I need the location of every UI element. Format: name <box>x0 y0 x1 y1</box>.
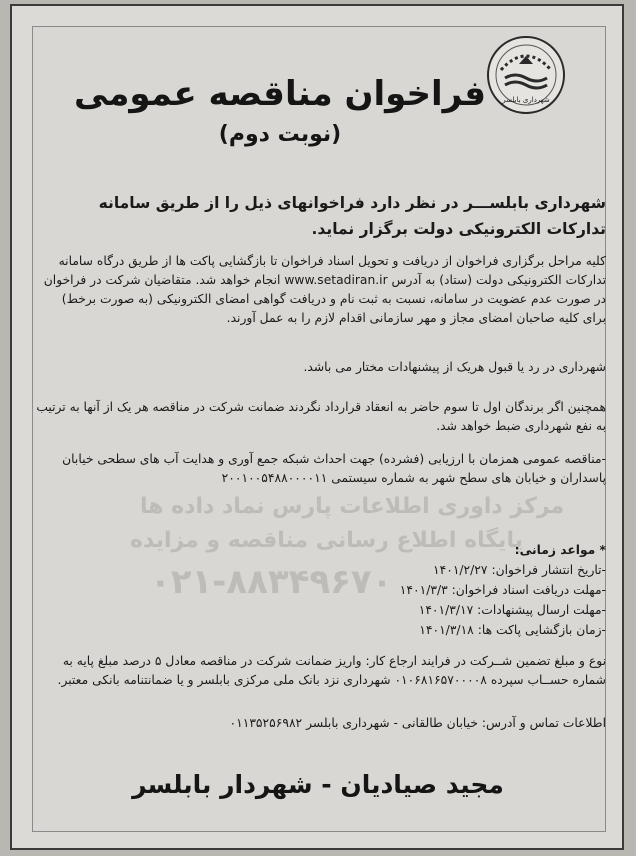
paragraph-tender-subject: -مناقصه عمومی همزمان با ارزیابی (فشرده) جهت احداث شبکه جمع آوری و هدایت آب های سطحی خیابان پاسداران و خیابان های سطح شهر به شماره سیستمی ۲۰۰۱۰۰۵۴۸۸۰۰۰۰۱۱ <box>62 452 606 485</box>
schedule-item: -تاریخ انتشار فراخوان: ۱۴۰۱/۲/۲۷ <box>433 563 606 577</box>
signature-line: مجید صیادیان - شهردار بابلسر <box>132 770 504 799</box>
page-subtitle: (نوبت دوم) <box>218 122 342 147</box>
paragraph-guarantee-amount: نوع و مبلغ تضمین شــرکت در فرایند ارجاع کار: واریز ضمانت شرکت در مناقصه معادل ۵ درصد مبلغ پایه به شماره حســاب سپرده ۰۱۰۶۸۱۶۵۷۰۰۰۰۸ شهرداری نزد بانک ملی مرکزی بابلسر و یا ضمانتنامه بانکی معتبر. <box>57 654 606 687</box>
schedule-item: -مهلت ارسال پیشنهادات: ۱۴۰۱/۳/۱۷ <box>418 603 606 617</box>
schedule-heading: * مواعد زمانی: <box>514 543 606 557</box>
paragraph-guarantee-forfeit: همچنین اگر برندگان اول تا سوم حاضر به انعقاد قرارداد نگردند ضمانت شرکت در مناقصه هر یک از آنها به ترتیب به نفع شهرداری ضبط خواهد شد. <box>36 400 606 433</box>
schedule-list <box>300 540 606 640</box>
schedule-item: -زمان بازگشایی پاکت ها: ۱۴۰۱/۳/۱۸ <box>419 623 606 637</box>
paragraph-procedure: کلیه مراحل برگزاری فراخوان از دریافت و تحویل اسناد فراخوان تا بازگشایی پاکت ها از طریق درگاه سامانه تدارکات الکترونیکی دولت (ستاد) به آدرس www.setadiran.ir انجام خواهد شد. متقاضیان شرکت در فراخوان در صورت عدم عضویت در سامانه، نسبت به ثبت نام و دریافت گواهی امضای الکترونیکی (به صورت برخط) برای کلیه صاحبان امضای مجاز و مهر سازمانی اقدام لازم را به عمل آورند. <box>43 254 606 325</box>
paragraph-rights: شهرداری در رد یا قبول هریک از پیشنهادات مختار می باشد. <box>303 360 606 374</box>
svg-text:شهرداری بابلسر: شهرداری بابلسر <box>502 96 550 104</box>
watermark-phone: ۰۲۱-۸۸۳۴۹۶۷۰ <box>150 562 393 602</box>
municipality-emblem-icon <box>485 34 567 116</box>
watermark-line2: پایگاه اطلاع رسانی مناقصه و مزایده <box>130 528 523 553</box>
watermark-line1: مرکز داوری اطلاعات پارس نماد داده ها <box>140 494 565 519</box>
page-title: فراخوان مناقصه عمومی <box>73 74 487 114</box>
intro-text: شهرداری بابلســـر در نظر دارد فراخوانهای ذیل را از طریق سامانه تدارکات الکترونیکی دولت برگزار نماید. <box>98 194 606 238</box>
contact-info: اطلاعات تماس و آدرس: خیابان طالقانی - شهرداری بابلسر ۰۱۱۳۵۲۵۶۹۸۲ <box>229 716 606 730</box>
schedule-item: -مهلت دریافت اسناد فراخوان: ۱۴۰۱/۳/۳ <box>399 583 606 597</box>
